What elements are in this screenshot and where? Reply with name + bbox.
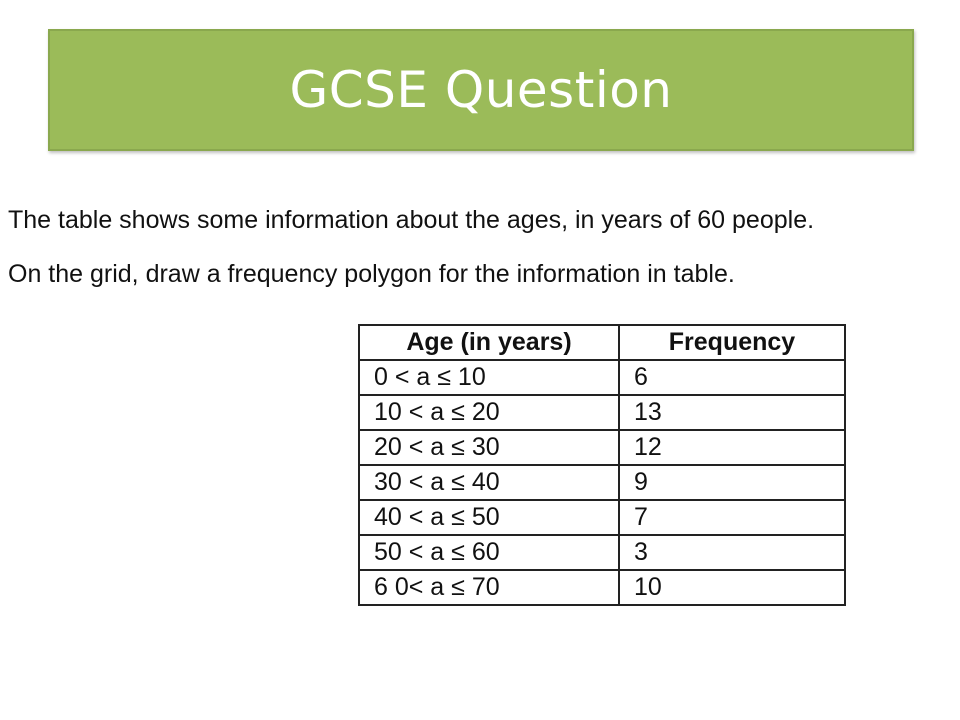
- header-age: Age (in years): [359, 325, 619, 360]
- title-banner: [48, 29, 914, 151]
- table-row: [359, 465, 845, 500]
- frequency-cell: 10: [619, 570, 845, 605]
- frequency-cell: 13: [619, 395, 845, 430]
- table-header-row: [359, 325, 845, 360]
- frequency-cell: 12: [619, 430, 845, 465]
- question-text-line-2: On the grid, draw a frequency polygon for the information in table.: [8, 260, 735, 288]
- table-row: [359, 395, 845, 430]
- slide-title: GCSE Question: [289, 61, 673, 119]
- frequency-cell: 6: [619, 360, 845, 395]
- question-text-line-1: The table shows some information about the ages, in years of 60 people.: [8, 206, 815, 234]
- frequency-cell: 3: [619, 535, 845, 570]
- age-cell: 0 < a ≤ 10: [359, 360, 619, 395]
- frequency-table: [358, 324, 846, 606]
- age-cell: 50 < a ≤ 60: [359, 535, 619, 570]
- table-row: [359, 500, 845, 535]
- table-row: [359, 360, 845, 395]
- frequency-cell: 7: [619, 500, 845, 535]
- age-cell: 6 0< a ≤ 70: [359, 570, 619, 605]
- table-row: [359, 535, 845, 570]
- age-cell: 20 < a ≤ 30: [359, 430, 619, 465]
- frequency-cell: 9: [619, 465, 845, 500]
- age-cell: 40 < a ≤ 50: [359, 500, 619, 535]
- table-row: [359, 430, 845, 465]
- age-cell: 10 < a ≤ 20: [359, 395, 619, 430]
- table-row: [359, 570, 845, 605]
- header-frequency: Frequency: [619, 325, 845, 360]
- age-cell: 30 < a ≤ 40: [359, 465, 619, 500]
